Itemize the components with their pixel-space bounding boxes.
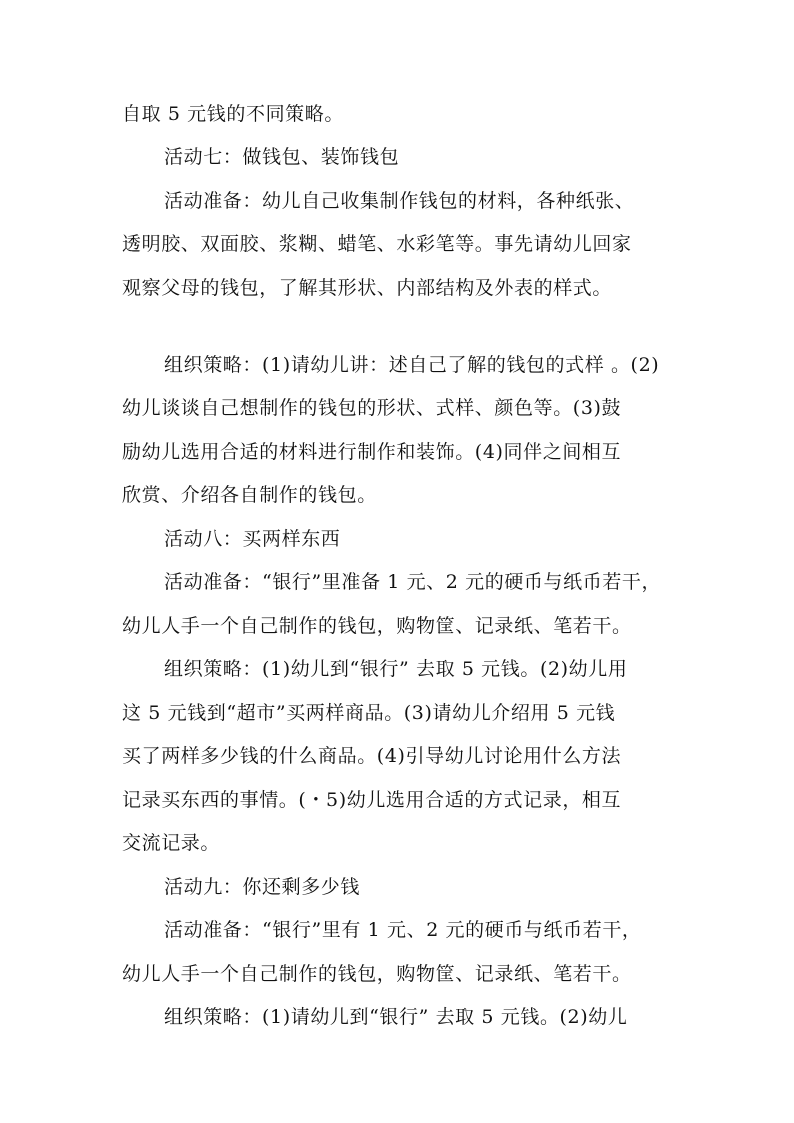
- text-line: 组织策略：(1)幼儿到“银行” 去取 5 元钱。(2)幼儿用: [164, 658, 628, 680]
- section-heading: 活动七：做钱包、装饰钱包: [164, 146, 400, 168]
- text-line: 记录买东西的事情。(・5)幼儿选用合适的方式记录，相互: [122, 789, 622, 811]
- text-line: 幼儿人手一个自己制作的钱包，购物筐、记录纸、笔若干。: [122, 963, 632, 985]
- text-line: 励幼儿选用合适的材料进行制作和装饰。(4)同伴之间相互: [122, 441, 622, 463]
- text-line: 自取 5 元钱的不同策略。: [122, 103, 344, 125]
- section-heading: 活动九：你还剩多少钱: [164, 876, 361, 898]
- text-line: 透明胶、双面胶、浆糊、蜡笔、水彩笔等。事先请幼儿回家: [122, 233, 632, 255]
- text-line: 活动准备：幼儿自己收集制作钱包的材料，各种纸张、: [164, 190, 635, 212]
- text-line: 组织策略：(1)请幼儿到“银行” 去取 5 元钱。(2)幼儿: [164, 1006, 628, 1028]
- text-line: 活动准备：“银行”里有 1 元、2 元的硬币与纸币若干，: [164, 919, 642, 941]
- text-line: 活动准备：“银行”里准备 1 元、2 元的硬币与纸币若干，: [164, 571, 662, 593]
- section-heading: 活动八：买两样东西: [164, 528, 341, 550]
- text-line: 买了两样多少钱的什么商品。(4)引导幼儿讨论用什么方法: [122, 745, 622, 767]
- text-line: 观察父母的钱包，了解其形状、内部结构及外表的样式。: [122, 277, 613, 299]
- text-line: 交流记录。: [122, 832, 221, 854]
- text-line: 幼儿谈谈自己想制作的钱包的形状、式样、颜色等。(3)鼓: [122, 397, 622, 419]
- text-line: 幼儿人手一个自己制作的钱包，购物筐、记录纸、笔若干。: [122, 615, 632, 637]
- text-line: 欣赏、介绍各自制作的钱包。: [122, 484, 377, 506]
- text-line: 组织策略：(1)请幼儿讲：述自己了解的钱包的式样 。(2): [164, 354, 660, 376]
- text-line: 这 5 元钱到“超市”买两样商品。(3)请幼儿介绍用 5 元钱: [122, 702, 616, 724]
